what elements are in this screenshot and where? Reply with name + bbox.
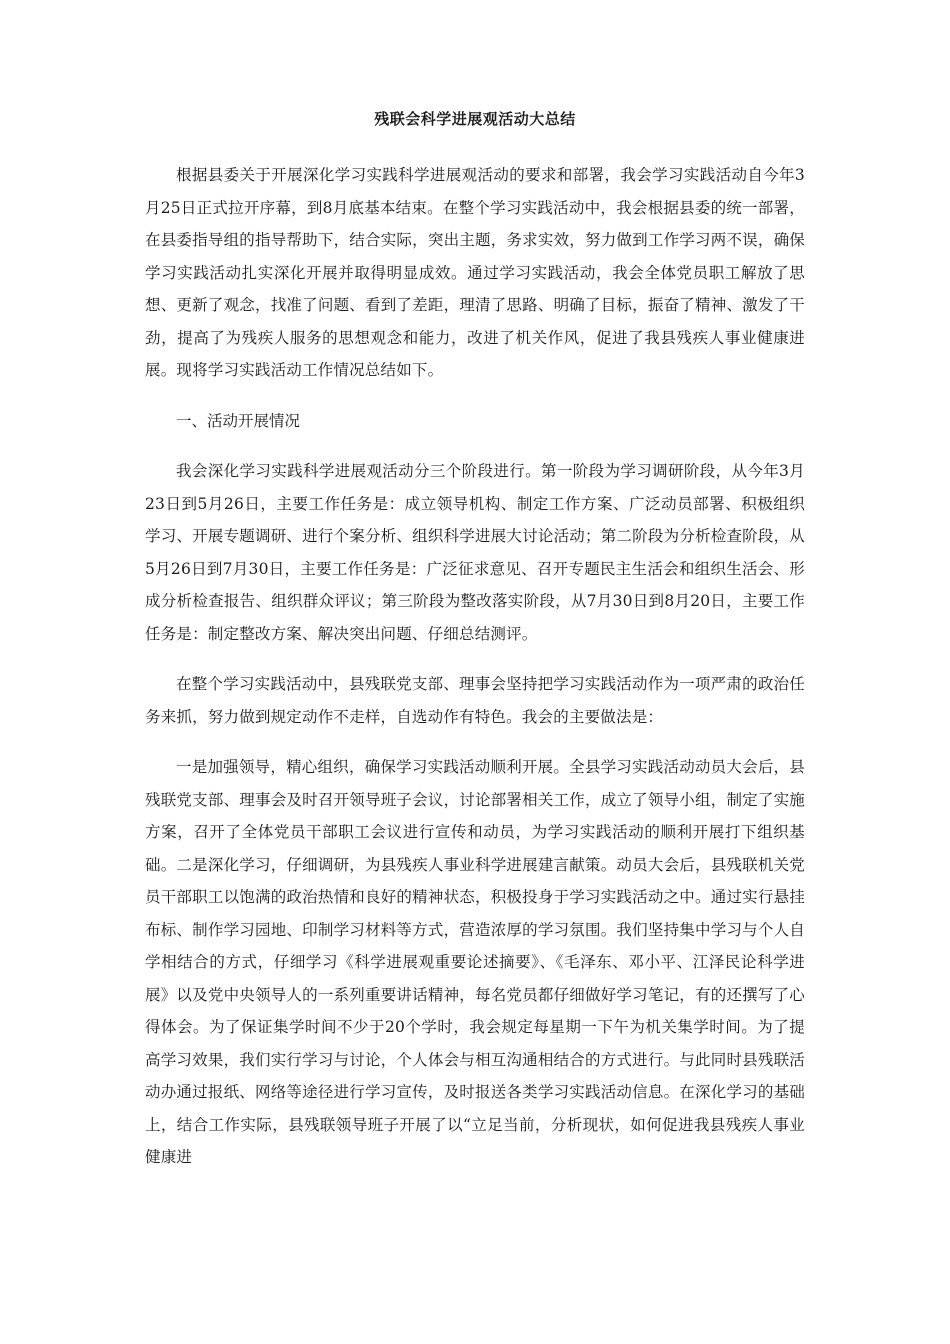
paragraph-stages: 我会深化学习实践科学进展观活动分三个阶段进行。第一阶段为学习调研阶段，从今年3月23日到5月26日，主要工作任务是：成立领导机构、制定工作方案、广泛动员部署、积极组织学习、开展专题调研、进行个案分析、组织科学进展大讨论活动；第二阶段为分析检查阶段，从5月26日到7月30日，主要工作任务是：广泛征求意见、召开专题民主生活会和组织生活会、形成分析检查报告、组织群众评议；第三阶段为整改落实阶段，从7月30日到8月20日，主要工作任务是：制定整改方案、解决突出问题、仔细总结测评。 <box>145 462 805 643</box>
paragraph-intro: 根据县委关于开展深化学习实践科学进展观活动的要求和部署，我会学习实践活动自今年3月25日正式拉开序幕，到8月底基本结束。在整个学习实践活动中，我会根据县委的统一部署，在县委指导组的指导帮助下，结合实际，突出主题，务求实效，努力做到工作学习两不误，确保学习实践活动扎实深化开展并取得明显成效。通过学习实践活动，我会全体党员职工解放了思想、更新了观念，找准了问题、看到了差距，理清了思路、明确了目标，振奋了精神、激发了干劲，提高了为残疾人服务的思想观念和能力，改进了机关作风，促进了我县残疾人事业健康进展。现将学习实践活动工作情况总结如下。 <box>145 166 805 379</box>
section-heading-activity: 一、活动开展情况 <box>176 411 301 430</box>
paragraph-measures: 一是加强领导，精心组织，确保学习实践活动顺利开展。全县学习实践活动动员大会后，县残联党支部、理事会及时召开领导班子会议，讨论部署相关工作，成立了领导小组，制定了实施方案，召开了全体党员干部职工会议进行宣传和动员，为学习实践活动的顺利开展打下组织基础。二是深化学习，仔细调研，为县残疾人事业科学进展建言献策。动员大会后，县残联机关党员干部职工以饱满的政治热情和良好的精神状态，积极投身于学习实践活动之中。通过实行悬挂布标、制作学习园地、印制学习材料等方式，营造浓厚的学习氛围。我们坚持集中学习与个人自学相结合的方式，仔细学习《科学进展观重要论述摘要》、《毛泽东、邓小平、江泽民论科学进展》以及党中央领导人的一系列重要讲话精神，每名党员都仔细做好学习笔记，有的还撰写了心得体会。为了保证集学时间不少于20个学时，我会规定每星期一下午为机关集学时间。为了提高学习效果，我们实行学习与讨论，个人体会与相互沟通相结合的方式进行。与此同时县残联活动办通过报纸、网络等途径进行学习宣传，及时报送各类学习实践活动信息。在深化学习的基础上，结合工作实际，县残联领导班子开展了以“立足当前，分析现状，如何促进我县残疾人事业健康进 <box>145 758 805 1166</box>
paragraph-approach: 在整个学习实践活动中，县残联党支部、理事会坚持把学习实践活动作为一项严肃的政治任务来抓，努力做到规定动作不走样，自选动作有特色。我会的主要做法是： <box>145 675 805 726</box>
document-title: 残联会科学进展观活动大总结 <box>374 110 576 128</box>
document-page <box>145 105 805 1192</box>
